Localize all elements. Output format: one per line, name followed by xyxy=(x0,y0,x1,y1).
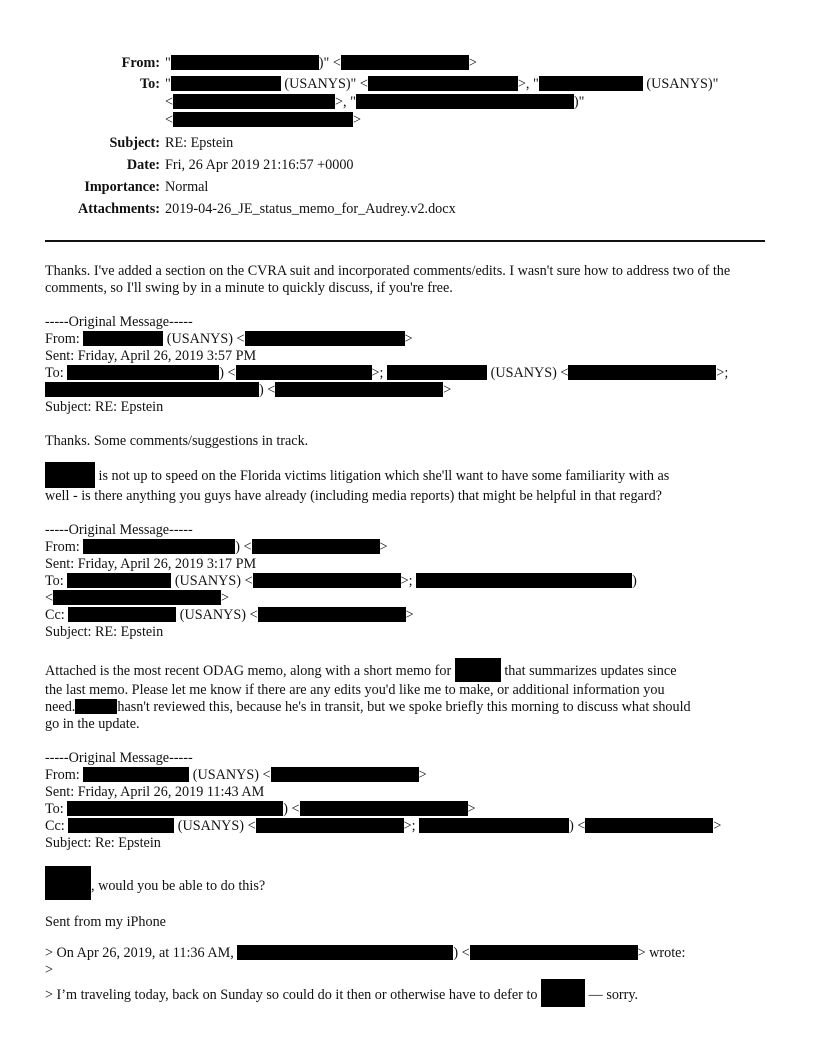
reply-paragraph: Thanks. I've added a section on the CVRA suit and incorporated comments/edits. I wasn't sure how to address two of the comments, so I'll swing by in a minute to quickly discuss, if you're free. xyxy=(45,263,731,296)
quote-line-2: > xyxy=(45,962,54,978)
date-value: Fri, 26 Apr 2019 21:16:57 +0000 xyxy=(165,157,354,173)
m3-to-line: To: ) < > xyxy=(45,801,476,817)
redaction-box xyxy=(539,76,643,91)
m1-text-3: well - is there anything you guys have already (including media reports) that might be helpful in that regard? xyxy=(45,488,662,504)
quote-line-3: > I’m traveling today, back on Sunday so could do it then or otherwise have to defer to — sorry. xyxy=(45,979,770,1007)
m2-subject-line: Subject: RE: Epstein xyxy=(45,624,164,640)
redaction-box xyxy=(83,767,189,782)
redaction-box xyxy=(585,818,713,833)
m2-cc-line: Cc: (USANYS) < > xyxy=(45,607,414,623)
redaction-box xyxy=(173,112,353,127)
redaction-box xyxy=(245,331,405,346)
m3-from-line: From: (USANYS) < > xyxy=(45,767,427,783)
m2-text-1: Attached is the most recent ODAG memo, along with a short memo for that summarizes updates since xyxy=(45,658,770,682)
redaction-box xyxy=(75,699,117,714)
importance-label: Importance: xyxy=(84,179,160,195)
redaction-box xyxy=(68,818,174,833)
redaction-box xyxy=(416,573,632,588)
redaction-box xyxy=(568,365,716,380)
original-message-marker: -----Original Message----- xyxy=(45,750,193,766)
m1-to-line-2: ) < > xyxy=(45,382,770,399)
from-value: " )" < > xyxy=(165,55,477,71)
redaction-box xyxy=(341,55,469,70)
m2-from-line: From: ) < > xyxy=(45,539,388,555)
m2-text-2: the last memo. Please let me know if there are any edits you'd like me to make, or additional information you xyxy=(45,682,665,698)
redaction-box xyxy=(68,607,176,622)
importance-value: Normal xyxy=(165,179,209,195)
to-value: " (USANYS)" < >, " (USANYS)" xyxy=(165,76,719,92)
redaction-box xyxy=(171,76,281,91)
original-message-marker: -----Original Message----- xyxy=(45,314,193,330)
header-divider xyxy=(45,240,765,242)
redaction-box xyxy=(455,658,501,682)
to-agency-1: (USANYS)" xyxy=(284,76,357,92)
redaction-box xyxy=(275,382,443,397)
redaction-box xyxy=(173,94,335,109)
redaction-box xyxy=(387,365,487,380)
m1-to-line: To: ) < >; (USANYS) < >; xyxy=(45,365,729,381)
to-value-3: < > xyxy=(165,112,362,128)
m2-text-4: go in the update. xyxy=(45,716,140,732)
redaction-box xyxy=(83,539,235,554)
m1-subject-line: Subject: RE: Epstein xyxy=(45,399,164,415)
redaction-box xyxy=(67,801,283,816)
redaction-box xyxy=(368,76,518,91)
redaction-box xyxy=(258,607,406,622)
redaction-box xyxy=(256,818,404,833)
redaction-box xyxy=(356,94,574,109)
redaction-box xyxy=(300,801,468,816)
to-agency-2: (USANYS)" xyxy=(646,76,719,92)
m1-text: Thanks. Some comments/suggestions in track. xyxy=(45,433,309,449)
signature: Sent from my iPhone xyxy=(45,914,166,930)
redaction-box xyxy=(45,462,95,488)
subject-value: RE: Epstein xyxy=(165,135,234,151)
subject-label: Subject: xyxy=(109,135,160,151)
redaction-box xyxy=(237,945,453,960)
email-body xyxy=(45,263,770,1007)
redaction-box xyxy=(53,590,221,605)
from-label: From: xyxy=(121,55,160,71)
redaction-box xyxy=(252,539,380,554)
m2-text-3: need. hasn't reviewed this, because he's in transit, but we spoke briefly this morning to discuss what should xyxy=(45,699,691,715)
to-value-2: < >, " )" xyxy=(165,94,585,110)
m3-cc-line: Cc: (USANYS) < >; ) < > xyxy=(45,818,722,834)
redaction-box xyxy=(67,573,171,588)
original-message-marker: -----Original Message----- xyxy=(45,522,193,538)
redaction-box xyxy=(83,331,163,346)
m2-to-line-2: < > xyxy=(45,590,230,606)
redaction-box xyxy=(271,767,419,782)
m3-subject-line: Subject: Re: Epstein xyxy=(45,835,161,851)
m3-text: , would you be able to do this? xyxy=(45,866,770,900)
redaction-box xyxy=(45,866,91,900)
redaction-box xyxy=(171,55,319,70)
redaction-box xyxy=(236,365,372,380)
redaction-box xyxy=(45,382,259,397)
m1-text-2: is not up to speed on the Florida victims litigation which she'll want to have some familiarity with as xyxy=(45,462,770,488)
m1-from-line: From: (USANYS) < > xyxy=(45,331,413,347)
to-label: To: xyxy=(140,76,160,92)
redaction-box xyxy=(541,979,585,1007)
attachment-filename: 2019-04-26_JE_status_memo_for_Audrey.v2.docx xyxy=(165,201,456,217)
m2-sent-line: Sent: Friday, April 26, 2019 3:17 PM xyxy=(45,556,257,572)
date-label: Date: xyxy=(126,157,160,173)
quote-line-1: > On Apr 26, 2019, at 11:36 AM, ) < > wrote: xyxy=(45,945,686,961)
m3-sent-line: Sent: Friday, April 26, 2019 11:43 AM xyxy=(45,784,265,800)
m1-sent-line: Sent: Friday, April 26, 2019 3:57 PM xyxy=(45,348,257,364)
redaction-box xyxy=(470,945,638,960)
redaction-box xyxy=(253,573,401,588)
attachments-label: Attachments: xyxy=(78,201,160,217)
redaction-box xyxy=(419,818,569,833)
m2-to-line: To: (USANYS) < >; ) xyxy=(45,573,637,589)
redaction-box xyxy=(67,365,219,380)
